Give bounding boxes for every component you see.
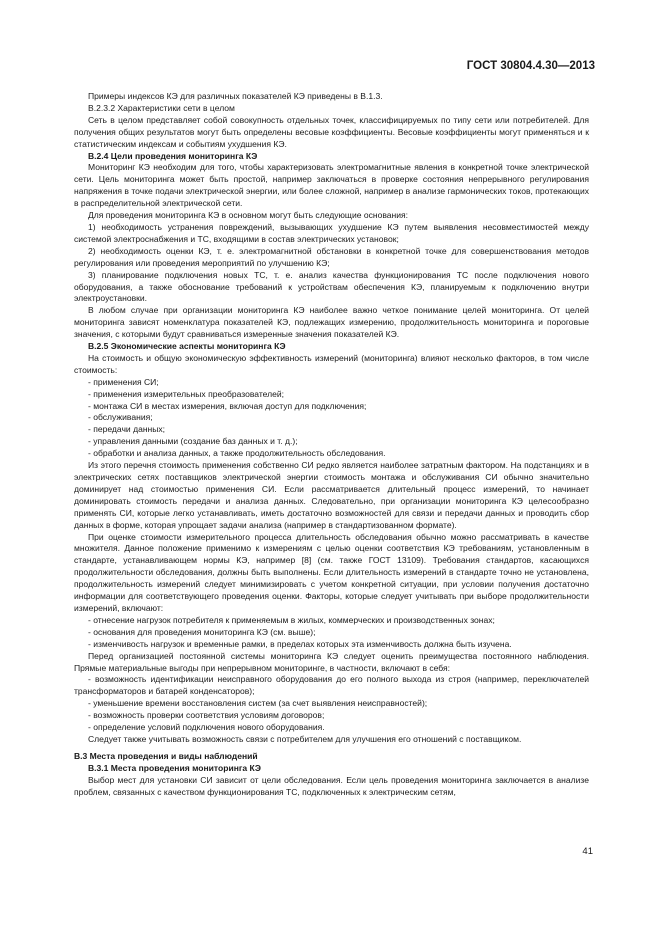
document-body: [74, 91, 589, 798]
paragraph: Сеть в целом представляет собой совокупность отдельных точек, классифицируемых по типу сети или потребителей. Для получения общих результатов могут быть определены весовые коэффициенты. Весовые коэффициенты могут применяться и к статистическим индексам и событиям ухудшения КЭ.: [74, 114, 589, 149]
paragraph: Из этого перечня стоимость применения собственно СИ редко является наиболее затратным фактором. На подстанциях и в электрических сетях поставщиков электрической энергии стоимость монтажа и обслуживания СИ обычно значительно доминирует над стоимостью применения СИ. Если рассматривается длительный процесс измерений, то начинает доминировать стоимость передачи и анализа данных. Следовательно, при организации мониторинга КЭ целесообразно применять СИ, которые легко устанавливать, иметь достаточно возможностей для связи и передачи данных и проводить сбор данных в форме, которая упрощает задачи анализа (например в стандартизованном формате).: [74, 460, 589, 530]
paragraph: В.2.3.2 Характеристики сети в целом: [88, 102, 235, 113]
paragraph: Для проведения мониторинга КЭ в основном могут быть следующие основания:: [88, 210, 409, 221]
paragraph: Примеры индексов КЭ для различных показателей КЭ приведены в В.1.3.: [88, 91, 383, 101]
standard-designation: ГОСТ 30804.4.30—2013: [466, 60, 595, 72]
paragraph: - обслуживания;: [88, 412, 153, 423]
paragraph: 1) необходимость устранения повреждений, вызывающих ухудшение КЭ путем выявления несовместимостей между системой электроснабжения и ТС, входящими в состав электрических установок;: [74, 221, 589, 244]
paragraph: - определение условий подключения нового оборудования.: [88, 722, 325, 733]
paragraph: - монтажа СИ в местах измерения, включая доступ для подключения;: [88, 400, 367, 411]
paragraph: Следует также учитывать возможность связи с потребителем для улучшения его отношений с поставщиком.: [88, 733, 522, 744]
section-heading: В.2.4 Цели проведения мониторинга КЭ: [88, 150, 258, 161]
section-heading: В.2.5 Экономические аспекты мониторинга КЭ: [88, 341, 286, 352]
paragraph: На стоимость и общую экономическую эффективность измерений (мониторинга) влияют несколько факторов, в том числе стоимость:: [74, 352, 589, 375]
paragraph: - управления данными (создание баз данных и т. д.);: [88, 436, 298, 447]
paragraph: Перед организацией постоянной системы мониторинга КЭ следует оценить преимущества постоянного наблюдения. Прямые материальные выгоды при непрерывном мониторинге, в частности, включают в себя:: [74, 650, 589, 673]
paragraph: - применения СИ;: [88, 376, 159, 387]
paragraph: 3) планирование подключения новых ТС, т. е. анализ качества функционирования ТС после подключения нового оборудования, а также обоснование требований к устройствам обеспечения КЭ, планируемым к подключению внутри электроустановки.: [74, 269, 589, 304]
paragraph: Мониторинг КЭ необходим для того, чтобы характеризовать электромагнитные явления в конкретной точке электрической сети. Цель мониторинга может быть простой, например заключаться в проверке состояния непрерывного регулирования напряжения в точке подачи электрической энергии, или более сложной, например в анализе гармонических токов, протекающих в распределительной электрической сети.: [74, 162, 589, 209]
paragraph: 2) необходимость оценки КЭ, т. е. электромагнитной обстановки в конкретной точке для совершенствования методов регулирования или проведения мероприятий по улучшению КЭ;: [74, 245, 589, 268]
paragraph: - отнесение нагрузок потребителя к применяемым в жилых, коммерческих и производственных зонах;: [88, 614, 495, 625]
section-heading: В.3 Места проведения и виды наблюдений: [74, 750, 258, 761]
paragraph: При оценке стоимости измерительного процесса длительность обследования обычно можно рассматривать в качестве множителя. Данное положение применимо к измерениям с целью оценки соответствия КЭ требованиям, установленным в стандарте, устанавливающем нормы КЭ, например [8] (см. также ГОСТ 13109). Требования стандартов, касающихся продолжительности обследования, должны быть выполнены. Если длительность измерений в стандарте точно не установлена, продолжительность измерений следует минимизировать с учетом конкретной ситуации, при условии получения достаточно информации для соответствующего проведения оценки. Факторы, которые следует учитывать при выборе продолжительности измерений, включают:: [74, 531, 589, 613]
paragraph: - возможность проверки соответствия условиям договоров;: [88, 710, 325, 721]
paragraph: - применения измерительных преобразователей;: [88, 388, 285, 399]
paragraph: - уменьшение времени восстановления систем (за счет выявления неисправностей);: [88, 698, 428, 709]
paragraph: - основания для проведения мониторинга КЭ (см. выше);: [88, 626, 316, 637]
paragraph: Выбор мест для установки СИ зависит от цели обследования. Если цель проведения мониторинга заключается в анализе проблем, связанных с качеством функционирования ТС, подключенных к электрическим сетям,: [74, 774, 589, 797]
page-number: 41: [582, 846, 593, 857]
paragraph: - изменчивость нагрузок и временные рамки, в пределах которых эта изменчивость должна быть изучена.: [88, 638, 512, 649]
section-heading: В.3.1 Места проведения мониторинга КЭ: [88, 762, 261, 773]
paragraph: В любом случае при организации мониторинга КЭ наиболее важно четкое понимание целей мониторинга. От целей мониторинга зависят номенклатура показателей КЭ, подлежащих измерению, продолжительность мониторинга и пороговые значения, с которыми будут сравниваться измеренные значения показателей КЭ.: [74, 305, 589, 340]
paragraph: - обработки и анализа данных, а также продолжительность обследования.: [88, 448, 386, 459]
paragraph: - возможность идентификации неисправного оборудования до его полного выхода из строя (например, переключателей трансформаторов и батарей конденсаторов);: [74, 674, 589, 697]
paragraph: - передачи данных;: [88, 424, 166, 435]
